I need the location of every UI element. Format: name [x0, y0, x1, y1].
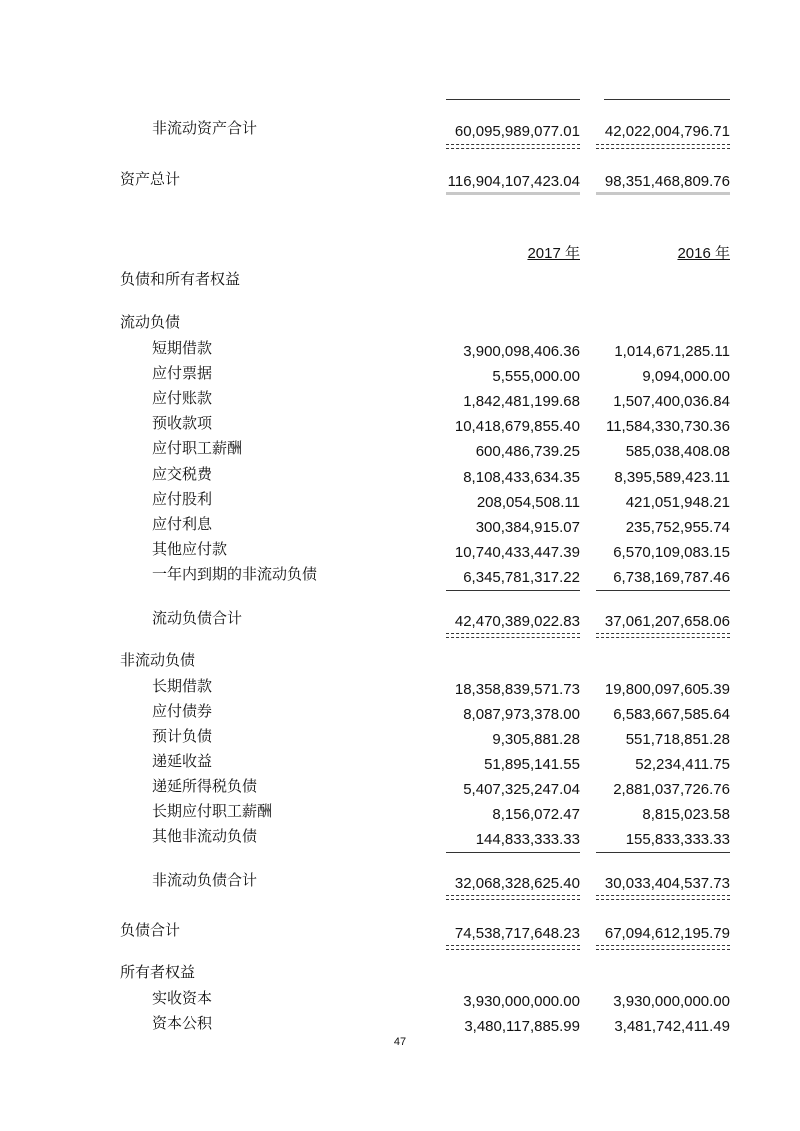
row-label: 预收款项 [152, 415, 213, 432]
current-liabilities-total-underline-2017 [446, 633, 580, 638]
current-subtotal-rule-2017 [446, 590, 580, 591]
noncurrent-assets-total-underline-2017 [446, 144, 580, 149]
row-label: 其他应付款 [152, 541, 228, 558]
row-value-2017: 9,305,881.28 [492, 731, 580, 748]
row-value-2017: 3,930,000,000.00 [463, 993, 580, 1010]
row-value-2016: 2,881,037,726.76 [613, 781, 730, 798]
page-number: 47 [393, 1036, 407, 1048]
row-value-2017: 8,108,433,634.35 [463, 469, 580, 486]
row-value-2016: 6,570,109,083.15 [613, 544, 730, 561]
noncurrent-assets-total-underline-2016 [596, 144, 730, 149]
row-label: 应付票据 [152, 365, 213, 382]
row-value-2017: 18,358,839,571.73 [454, 681, 580, 698]
row-value-2016: 6,583,667,585.64 [613, 706, 730, 723]
row-value-2017: 5,555,000.00 [492, 368, 580, 385]
row-label: 其他非流动负债 [152, 828, 258, 845]
equity-heading: 所有者权益 [120, 964, 196, 981]
row-value-2016: 3,930,000,000.00 [613, 993, 730, 1010]
noncurrent-liabilities-total-2016: 30,033,404,537.73 [604, 875, 730, 892]
total-liabilities-underline-2016 [596, 945, 730, 950]
row-label: 短期借款 [152, 340, 213, 357]
row-value-2016: 3,481,742,411.49 [614, 1018, 730, 1035]
liabilities-equity-heading: 负债和所有者权益 [120, 271, 241, 288]
row-value-2017: 10,740,433,447.39 [454, 544, 580, 561]
noncurrent-liabilities-total-2017: 32,068,328,625.40 [454, 875, 580, 892]
top-rule-2017 [446, 99, 580, 100]
row-label: 长期应付职工薪酬 [152, 803, 273, 820]
row-value-2016: 1,014,671,285.11 [614, 343, 730, 360]
top-rule-2016 [604, 99, 730, 100]
current-liabilities-heading: 流动负债 [120, 314, 181, 331]
row-value-2017: 6,345,781,317.22 [463, 569, 580, 586]
total-assets-2016: 98,351,468,809.76 [604, 173, 730, 190]
noncurrent-assets-total-2016: 42,022,004,796.71 [604, 123, 730, 140]
current-liabilities-total-underline-2016 [596, 633, 730, 638]
row-label: 实收资本 [152, 990, 213, 1007]
row-value-2017: 1,842,481,199.68 [463, 393, 580, 410]
row-label: 长期借款 [152, 678, 213, 695]
row-value-2017: 8,156,072.47 [492, 806, 580, 823]
noncurrent-liabilities-total-label: 非流动负债合计 [152, 872, 258, 889]
noncurrent-assets-total-2017: 60,095,989,077.01 [454, 123, 580, 140]
row-value-2017: 8,087,973,378.00 [463, 706, 580, 723]
row-label: 应付利息 [152, 516, 213, 533]
total-assets-underline-2017 [446, 192, 580, 195]
current-subtotal-rule-2016 [596, 590, 730, 591]
current-liabilities-total-label: 流动负债合计 [152, 610, 243, 627]
row-label: 应付职工薪酬 [152, 440, 243, 457]
row-value-2016: 585,038,408.08 [625, 443, 730, 460]
row-value-2017: 144,833,333.33 [475, 831, 580, 848]
row-value-2016: 9,094,000.00 [642, 368, 730, 385]
total-assets-label: 资产总计 [120, 171, 181, 188]
total-liabilities-2017: 74,538,717,648.23 [454, 925, 580, 942]
row-label: 一年内到期的非流动负债 [152, 566, 318, 583]
total-liabilities-underline-2017 [446, 945, 580, 950]
row-label: 应付债券 [152, 703, 213, 720]
year-header-2016: 2016 年 [677, 245, 730, 262]
total-assets-2017: 116,904,107,423.04 [447, 173, 580, 190]
row-value-2016: 235,752,955.74 [625, 519, 730, 536]
total-liabilities-2016: 67,094,612,195.79 [604, 925, 730, 942]
row-value-2016: 8,395,589,423.11 [614, 469, 730, 486]
row-value-2016: 6,738,169,787.46 [613, 569, 730, 586]
current-liabilities-total-2016: 37,061,207,658.06 [604, 613, 730, 630]
row-label: 应交税费 [152, 466, 213, 483]
row-value-2016: 8,815,023.58 [642, 806, 730, 823]
row-value-2016: 421,051,948.21 [625, 494, 730, 511]
noncurrent-liabilities-total-underline-2016 [596, 895, 730, 900]
row-label: 递延所得税负债 [152, 778, 258, 795]
row-value-2017: 10,418,679,855.40 [454, 418, 580, 435]
row-value-2016: 19,800,097,605.39 [604, 681, 730, 698]
row-value-2017: 300,384,915.07 [475, 519, 580, 536]
row-value-2016: 11,584,330,730.36 [605, 418, 730, 435]
row-value-2016: 155,833,333.33 [625, 831, 730, 848]
current-liabilities-total-2017: 42,470,389,022.83 [454, 613, 580, 630]
row-label: 预计负债 [152, 728, 213, 745]
row-value-2016: 52,234,411.75 [635, 756, 730, 773]
row-label: 递延收益 [152, 753, 213, 770]
noncurrent-assets-total-label: 非流动资产合计 [152, 120, 258, 137]
noncurrent-subtotal-rule-2017 [446, 852, 580, 853]
row-value-2017: 3,480,117,885.99 [464, 1018, 580, 1035]
row-label: 应付股利 [152, 491, 213, 508]
year-header-2017: 2017 年 [527, 245, 580, 262]
noncurrent-liabilities-total-underline-2017 [446, 895, 580, 900]
row-value-2017: 5,407,325,247.04 [463, 781, 580, 798]
noncurrent-liabilities-heading: 非流动负债 [120, 652, 196, 669]
row-value-2017: 208,054,508.11 [476, 494, 580, 511]
total-liabilities-label: 负债合计 [120, 922, 181, 939]
row-label: 应付账款 [152, 390, 213, 407]
total-assets-underline-2016 [596, 192, 730, 195]
row-label: 资本公积 [152, 1015, 213, 1032]
row-value-2016: 551,718,851.28 [625, 731, 730, 748]
noncurrent-subtotal-rule-2016 [596, 852, 730, 853]
row-value-2017: 600,486,739.25 [475, 443, 580, 460]
row-value-2017: 3,900,098,406.36 [463, 343, 580, 360]
row-value-2017: 51,895,141.55 [484, 756, 580, 773]
row-value-2016: 1,507,400,036.84 [613, 393, 730, 410]
